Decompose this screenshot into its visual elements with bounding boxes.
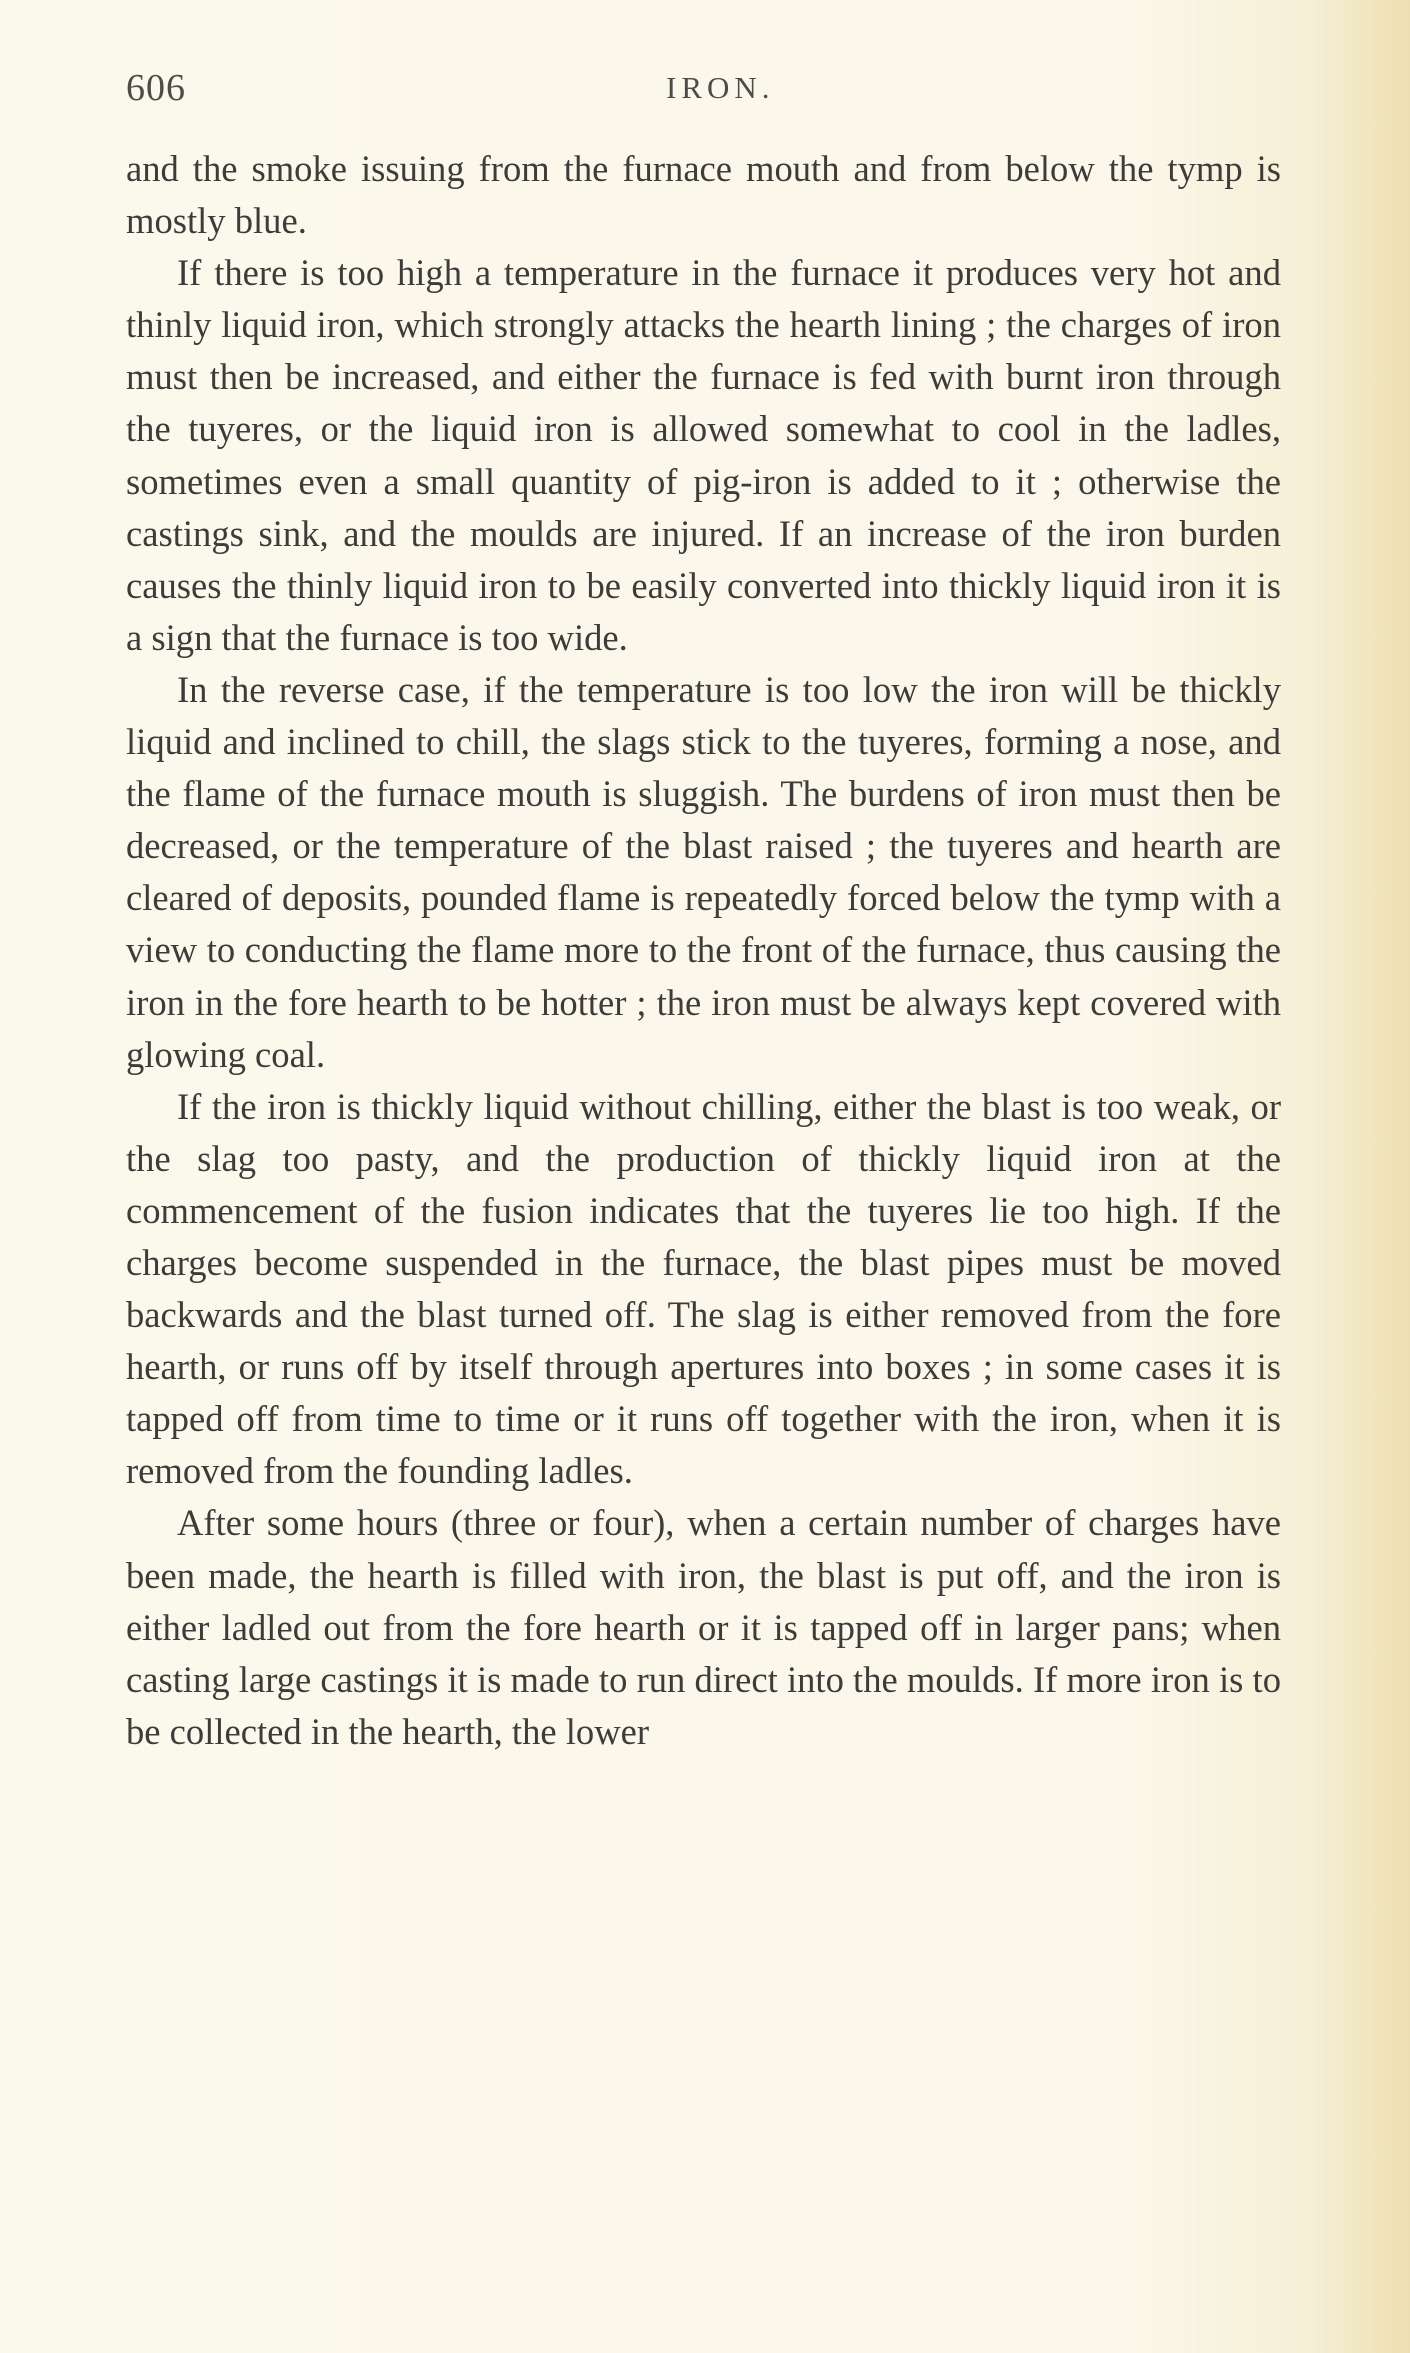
paragraph-thick-iron: If the iron is thickly liquid without chilling, either the blast is too weak, or the slag too pasty, and the production of thickly liquid iron at the commencement of the fusion indicates that the tuyeres lie too high. If the charges become suspended in the furnace, the blast pipes must be moved backwards and the blast turned off. The slag is either removed from the fore hearth, or runs off by itself through apertures into boxes ; in some cases it is tapped off from time to time or it runs off together with the iron, when it is removed from the founding ladles. [126,1085,1281,1492]
page-number: 606 [126,67,186,109]
page-header [126,66,1281,116]
paragraph-low-temperature: In the reverse case, if the temperature is too low the iron will be thickly liquid and inclined to chill, the slags stick to the tuyeres, forming a nose, and the flame of the furnace mouth is sluggish. The burdens of iron must then be decreased, or the temperature of the blast raised ; the tuyeres and hearth are cleared of deposits, pounded flame is repeatedly forced below the tymp with a view to conducting the flame more to the front of the furnace, thus causing the iron in the fore hearth to be hotter ; the iron must be always kept covered with glowing coal. [126,668,1281,1075]
paragraph-continuation: and the smoke issuing from the furnace mouth and from below the tymp is mostly blue. [126,148,1281,242]
body-text [126,143,1281,1758]
paragraph-tapping: After some hours (three or four), when a certain number of charges have been made, the hearth is filled with iron, the blast is put off, and the iron is either ladled out from the fore hearth or it is tapped off in larger pans; when casting large castings it is made to run direct into the moulds. If more iron is to be collected in the hearth, the lower [126,1502,1281,1752]
running-head: IRON. [666,70,775,105]
paragraph-high-temperature: If there is too high a temperature in the furnace it produces very hot and thinly liquid iron, which strongly attacks the hearth lining ; the charges of iron must then be increased, and either the furnace is fed with burnt iron through the tuyeres, or the liquid iron is allowed somewhat to cool in the ladles, sometimes even a small quantity of pig-iron is added to it ; otherwise the castings sink, and the moulds are injured. If an increase of the iron burden causes the thinly liquid iron to be easily converted into thickly liquid iron it is a sign that the furnace is too wide. [126,252,1281,658]
